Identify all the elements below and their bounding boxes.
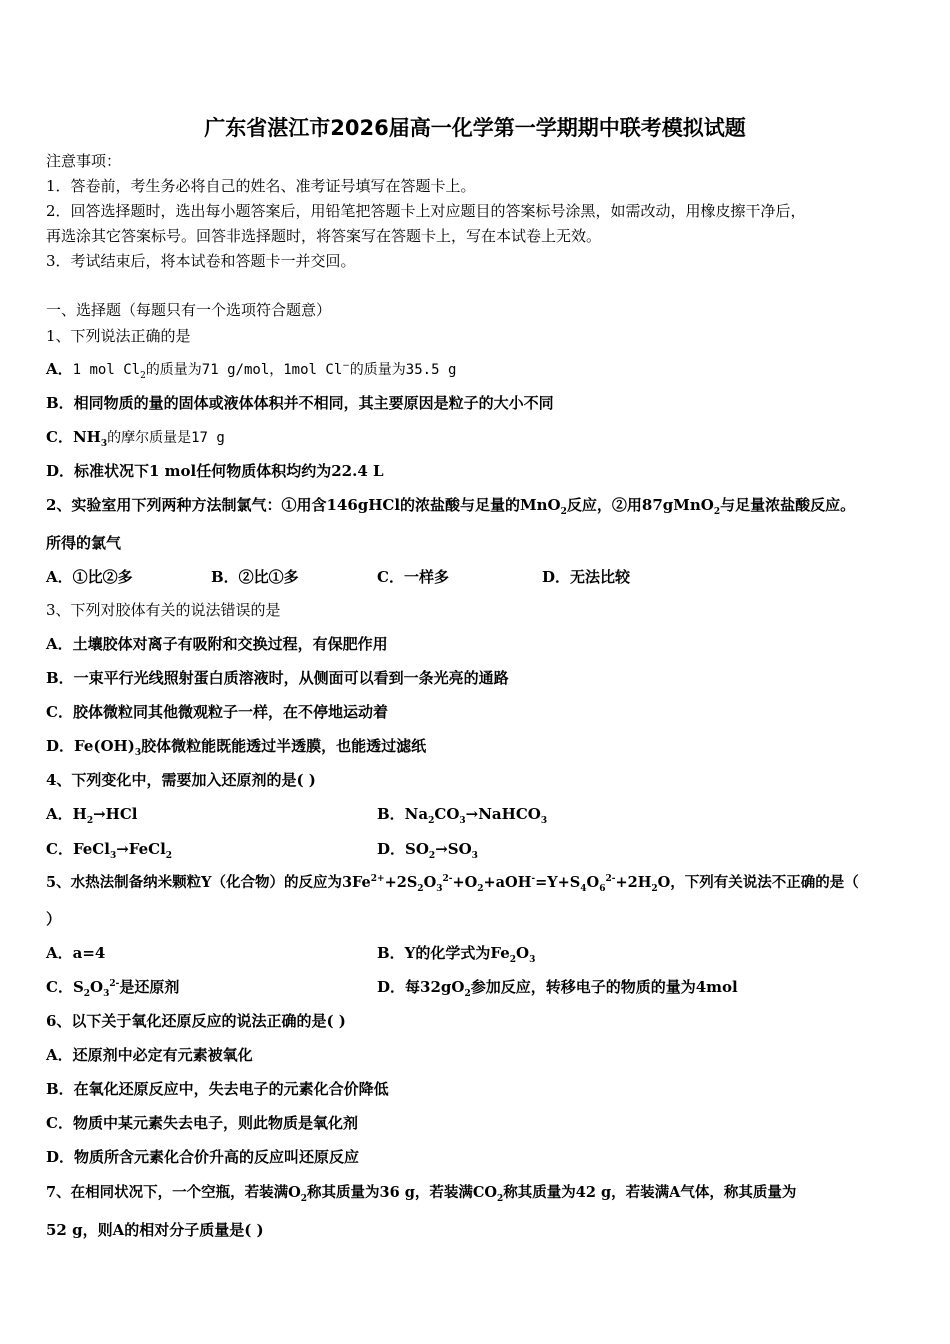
question-2-stem: 2、实验室用下列两种方法制氯气：①用含146gHCl的浓盐酸与足量的MnO$_2$反应，②用87gMnO$_2$与足量浓盐酸反应。 (46, 496, 856, 517)
question-3-stem: 3、下列对胶体有关的说法错误的是 (46, 601, 281, 619)
question-6-option-a: A．还原剂中必定有元素被氧化 (46, 1046, 253, 1064)
notice-item: 1．答卷前，考生务必将自己的姓名、准考证号填写在答题卡上。 (46, 177, 476, 195)
question-5-stem-line2: ） (46, 910, 62, 928)
question-1-stem: 1、下列说法正确的是 (46, 327, 191, 345)
question-6-option-d: D．物质所含元素化合价升高的反应叫还原反应 (46, 1148, 360, 1166)
notice-item: 2．回答选择题时，选出每小题答案后，用铅笔把答题卡上对应题目的答案标号涂黑，如需改动，用橡皮擦干净后， (46, 202, 806, 220)
question-1-option-b: B．相同物质的量的固体或液体体积并不相同，其主要原因是粒子的大小不同 (46, 394, 554, 412)
question-7-stem-line2: 52 g，则A的相对分子质量是( ) (46, 1221, 264, 1239)
question-2-option-a: A．①比②多 (46, 568, 133, 586)
question-5-option-b: B．Y的化学式为$Fe_2O_3$ (377, 944, 536, 965)
page-title: 广东省湛江市2026届高一化学第一学期期中联考模拟试题 (204, 116, 746, 140)
notice-item: 3．考试结束后，将本试卷和答题卡一并交回。 (46, 252, 356, 270)
question-1-option-c: C．$NH_3$的摩尔质量是17 g (46, 428, 225, 449)
question-4-option-b: B．$Na_2CO_3\to NaHCO_3$ (377, 805, 548, 826)
question-3-option-c: C．胶体微粒同其他微观粒子一样，在不停地运动着 (46, 703, 388, 721)
question-6-option-c: C．物质中某元素失去电子，则此物质是氧化剂 (46, 1114, 358, 1132)
notice-heading: 注意事项： (46, 152, 122, 170)
question-7-stem: 7、在相同状况下，一个空瓶，若装满$O_2$称其质量为36 g，若装满$CO_2$称其质量为42 g，若装满A气体，称其质量为 (46, 1184, 797, 1204)
question-2-option-b: B．②比①多 (211, 568, 299, 586)
question-1-option-d: D．标准状况下1 mol任何物质体积均约为22.4 L (46, 462, 384, 480)
question-4-option-d: D．$SO_2\to SO_3$ (377, 840, 478, 861)
question-4-option-c: C．FeCl$_3$→FeCl$_2$ (46, 840, 173, 861)
question-2-option-c: C．一样多 (377, 568, 449, 586)
question-6-option-b: B．在氧化还原反应中，失去电子的元素化合价降低 (46, 1080, 389, 1098)
question-2-option-d: D．无法比较 (542, 568, 631, 586)
question-3-option-a: A．土壤胶体对离子有吸附和交换过程，有保肥作用 (46, 635, 388, 653)
section-heading: 一、选择题（每题只有一个选项符合题意） (46, 301, 332, 319)
option-label: A． (46, 360, 73, 378)
question-1-option-a: A．1 mol $Cl_2$的质量为71 g/mol，1mol Cl−的质量为35.5 g (46, 360, 457, 381)
question-3-option-b: B．一束平行光线照射蛋白质溶液时，从侧面可以看到一条光亮的通路 (46, 669, 509, 687)
question-4-option-a: A．$H_2\to HCl$ (46, 805, 138, 826)
question-2-stem-line2: 所得的氯气 (46, 534, 122, 552)
question-6-stem: 6、以下关于氧化还原反应的说法正确的是( ) (46, 1012, 346, 1030)
question-5-option-a: A．a=4 (46, 944, 106, 962)
question-5-option-d: D．每$32gO_2$参加反应，转移电子的物质的量为4mol (377, 978, 738, 999)
question-5-stem: 5、水热法制备纳米颗粒Y（化合物）的反应为$3Fe^{2+}+2S_2O_3^{2-}+O_2+aOH^-=Y+S_4O_6^{2-}+2H_2O$，下列有关说法不正确的是（ (46, 874, 859, 894)
question-4-stem: 4、下列变化中，需要加入还原剂的是( ) (46, 771, 316, 789)
question-3-option-d: D．$Fe(OH)_3$胶体微粒能既能透过半透膜，也能透过滤纸 (46, 737, 427, 758)
notice-item: 再选涂其它答案标号。回答非选择题时，将答案写在答题卡上，写在本试卷上无效。 (46, 227, 602, 245)
question-5-option-c: C．$S_2O_3^{2-}$是还原剂 (46, 978, 180, 999)
